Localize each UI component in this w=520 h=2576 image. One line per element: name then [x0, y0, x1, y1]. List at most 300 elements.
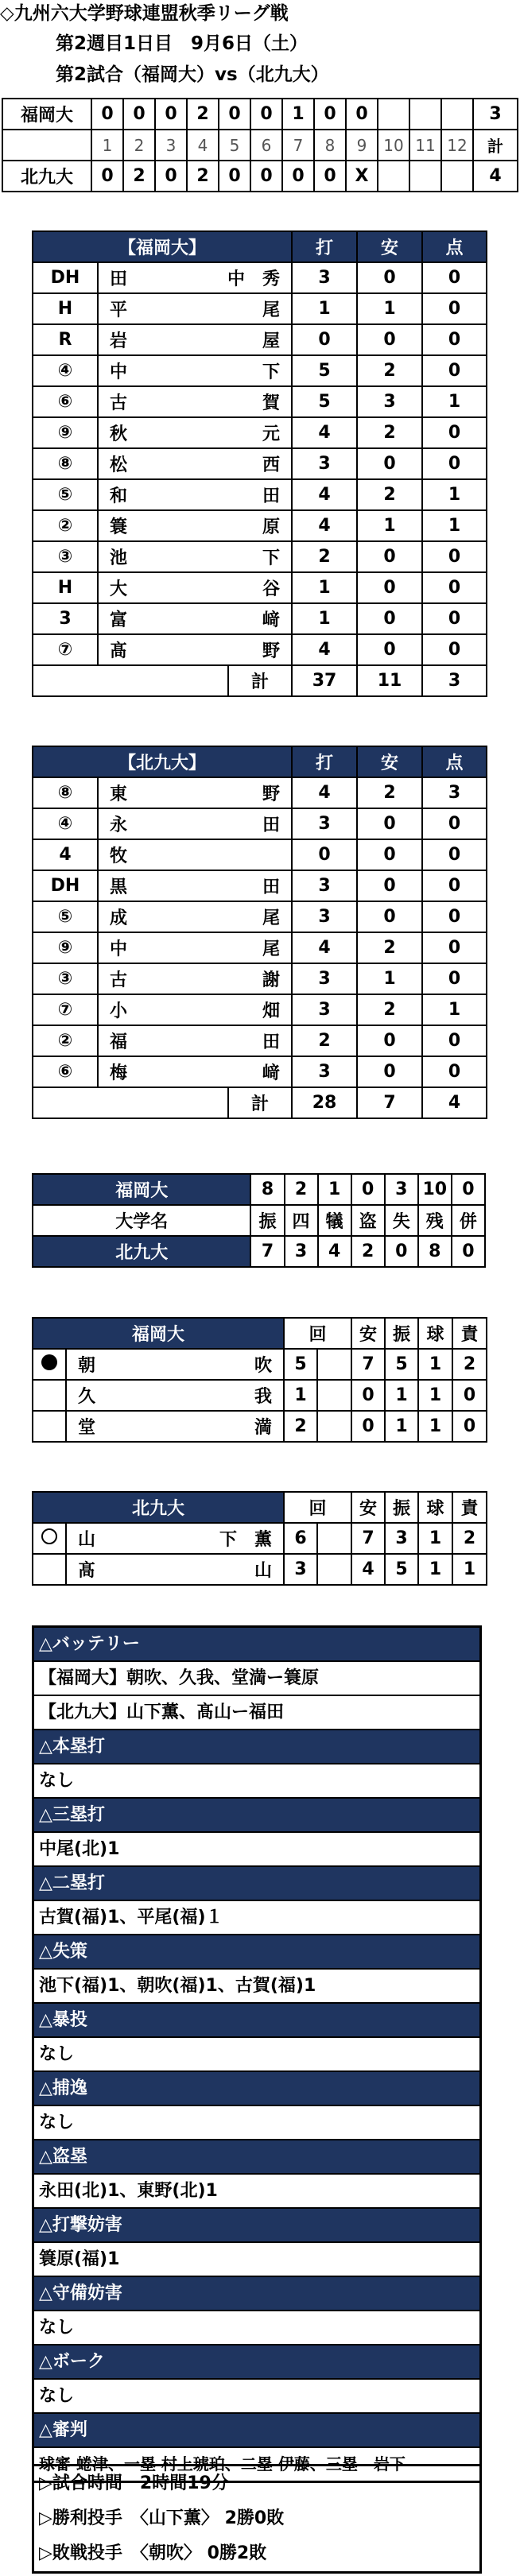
header-er: 責: [452, 1492, 487, 1523]
section-heading: △失策: [34, 1934, 479, 1968]
detail-value: なし: [34, 2310, 479, 2344]
game-title: ◇九州六大学野球連盟秋季リーグ戦: [0, 3, 289, 24]
batter-name: [98, 870, 292, 901]
stat-header: 残: [418, 1205, 452, 1236]
batter-name: [98, 510, 292, 541]
batter-hits: 0: [357, 572, 422, 603]
batter-last-name: 平: [110, 300, 128, 320]
batter-hits: 3: [357, 386, 422, 417]
batter-rbi: 0: [422, 603, 487, 634]
batter-hits: 2: [357, 479, 422, 510]
batter-hits: 2: [357, 417, 422, 448]
stat-header: 失: [385, 1205, 418, 1236]
battery-line: 【北九大】山下薫、髙山ー福田: [34, 1695, 479, 1729]
pitcher-earned-runs: 2: [452, 1523, 487, 1554]
batter-rbi: 1: [422, 479, 487, 510]
inning-score: 0: [250, 161, 282, 192]
batter-last-name: 永: [110, 815, 128, 835]
inning-score: [409, 161, 441, 192]
inning-score: [409, 99, 441, 130]
pitcher-innings: 3: [284, 1554, 317, 1585]
pitching-header-row: [33, 1318, 487, 1349]
pitcher-first-name: 山: [254, 1561, 273, 1581]
batter-first-name: 尾: [262, 939, 281, 959]
header-inn: 回: [284, 1318, 351, 1349]
pitcher-hits: 0: [351, 1380, 385, 1411]
scoreboard-row-top: [2, 99, 518, 130]
batter-position: H: [33, 293, 98, 324]
batter-hits: 0: [357, 262, 422, 293]
batter-row: [33, 572, 487, 603]
section-heading: △捕逸: [34, 2070, 479, 2105]
header-bb: 球: [418, 1318, 452, 1349]
batter-row: [33, 479, 487, 510]
batter-first-name: 屋: [262, 331, 281, 351]
section-heading: △バッテリー: [34, 1628, 479, 1660]
pitcher-innings: 2: [284, 1411, 317, 1442]
batter-first-name: 謝: [262, 970, 281, 990]
pitching-table-kitakyu: [32, 1491, 487, 1586]
batter-hits: 0: [357, 870, 422, 901]
batter-rbi: 0: [422, 262, 487, 293]
inning-number: 11: [409, 130, 441, 161]
batter-last-name: 大: [110, 579, 128, 599]
batter-position: ⑤: [33, 901, 98, 932]
detail-value: なし: [34, 1763, 479, 1797]
team-name: 福岡大: [33, 1174, 250, 1205]
batter-ab: 3: [292, 901, 357, 932]
batter-position: ⑨: [33, 932, 98, 963]
pitcher-earned-runs: 0: [452, 1411, 487, 1442]
batter-name: [98, 603, 292, 634]
batter-rbi: 0: [422, 932, 487, 963]
detail-value: 中尾(北)1: [34, 1831, 479, 1865]
batter-rbi: 1: [422, 510, 487, 541]
detail-value: なし: [34, 2378, 479, 2412]
inning-number: 5: [219, 130, 250, 161]
pitcher-last-name: 山: [78, 1530, 96, 1550]
inning-number: 8: [314, 130, 346, 161]
pitcher-first-name: 満: [254, 1418, 273, 1438]
batter-ab: 3: [292, 1056, 357, 1087]
batter-row: [33, 510, 487, 541]
section-heading: △三塁打: [34, 1797, 479, 1831]
stat-value: 0: [351, 1174, 385, 1205]
batter-ab: 0: [292, 324, 357, 355]
pitcher-name: [66, 1349, 284, 1380]
batting-header-row: [33, 746, 487, 777]
header-so: 振: [385, 1318, 418, 1349]
batter-ab: 3: [292, 262, 357, 293]
batter-rbi: 3: [422, 777, 487, 808]
batter-hits: 0: [357, 324, 422, 355]
detail-value: なし: [34, 2036, 479, 2070]
pitcher-innings-fraction: [317, 1349, 351, 1380]
batter-last-name: 小: [110, 1001, 128, 1021]
total-hits: 11: [357, 665, 422, 696]
batter-position: ⑧: [33, 448, 98, 479]
batter-row: [33, 963, 487, 994]
batting-total-row: [33, 1087, 487, 1118]
inning-number: 2: [123, 130, 155, 161]
batter-name: [98, 324, 292, 355]
pitcher-row: [33, 1523, 487, 1554]
batter-position: 3: [33, 603, 98, 634]
batter-rbi: 0: [422, 417, 487, 448]
header-ab: 打: [292, 231, 357, 262]
batter-ab: 1: [292, 572, 357, 603]
batter-row: [33, 634, 487, 665]
batter-last-name: 福: [110, 1032, 128, 1052]
batter-row: [33, 324, 487, 355]
batter-rbi: 0: [422, 634, 487, 665]
batter-ab: 1: [292, 603, 357, 634]
stat-header: 犠: [318, 1205, 351, 1236]
stat-header: 振: [250, 1205, 284, 1236]
batter-name: [98, 994, 292, 1025]
batter-first-name: 尾: [262, 908, 281, 928]
header-so: 振: [385, 1492, 418, 1523]
section-heading: △盗塁: [34, 2139, 479, 2173]
inning-score: 0: [219, 99, 250, 130]
losing-pitcher: ▷敗戦投手 〈朝吹〉 0勝2敗: [39, 2543, 267, 2563]
stat-value: 2: [285, 1174, 318, 1205]
pitcher-row: [33, 1411, 487, 1442]
team-stats-bottom: [33, 1236, 485, 1267]
section-heading: △守備妨害: [34, 2276, 479, 2310]
pitcher-walks: 1: [418, 1523, 452, 1554]
scoreboard: [2, 98, 518, 192]
stat-value: 0: [452, 1174, 485, 1205]
batter-hits: 0: [357, 901, 422, 932]
batter-ab: 0: [292, 839, 357, 870]
batter-hits: 2: [357, 932, 422, 963]
pitcher-innings-fraction: [317, 1411, 351, 1442]
batter-name: [98, 634, 292, 665]
batter-hits: 2: [357, 994, 422, 1025]
inning-score: X: [346, 161, 378, 192]
batter-name: [98, 355, 292, 386]
batter-ab: 4: [292, 932, 357, 963]
batter-last-name: 中: [110, 362, 128, 382]
game-time: ▷試合時間 2時間19分: [39, 2473, 229, 2493]
batter-position: ③: [33, 963, 98, 994]
batting-table-kitakyu: [32, 746, 487, 1119]
inning-score: 0: [314, 161, 346, 192]
batter-last-name: 中: [110, 939, 128, 959]
inning-score: 0: [346, 99, 378, 130]
header-inn: 回: [284, 1492, 351, 1523]
section-heading: △暴投: [34, 2002, 479, 2036]
batter-ab: 5: [292, 386, 357, 417]
team-total: 3: [473, 99, 518, 130]
pitcher-name: [66, 1523, 284, 1554]
batter-last-name: 黒: [110, 877, 128, 897]
batter-first-name: 谷: [262, 579, 281, 599]
batter-position: ②: [33, 510, 98, 541]
header-h: 安: [351, 1492, 385, 1523]
total-ab: 37: [292, 665, 357, 696]
pitcher-first-name: 下 薫: [219, 1530, 273, 1550]
inning-score: 0: [123, 99, 155, 130]
batter-position: ⑧: [33, 777, 98, 808]
section-heading: △打撃妨害: [34, 2207, 479, 2241]
pitcher-name: [66, 1411, 284, 1442]
pitcher-hits: 4: [351, 1554, 385, 1585]
batter-row: [33, 448, 487, 479]
inning-number: 4: [187, 130, 219, 161]
batter-hits: 0: [357, 541, 422, 572]
batter-rbi: 1: [422, 994, 487, 1025]
inning-score: 0: [314, 99, 346, 130]
batter-last-name: 古: [110, 393, 128, 413]
pitcher-strikeouts: 3: [385, 1523, 418, 1554]
inning-score: 0: [282, 161, 314, 192]
batter-last-name: 岩: [110, 331, 128, 351]
inning-score: [441, 161, 473, 192]
batter-last-name: 成: [110, 908, 128, 928]
batter-hits: 0: [357, 1025, 422, 1056]
section-heading: △ボーク: [34, 2344, 479, 2378]
pitcher-walks: 1: [418, 1554, 452, 1585]
inning-number: 10: [378, 130, 409, 161]
batter-rbi: 0: [422, 870, 487, 901]
inning-score: [378, 161, 409, 192]
batter-position: ③: [33, 541, 98, 572]
pitcher-walks: 1: [418, 1349, 452, 1380]
team-name: 北九大: [33, 1492, 284, 1523]
win-mark-icon: [41, 1528, 57, 1544]
header-er: 責: [452, 1318, 487, 1349]
section-heading: △本塁打: [34, 1729, 479, 1763]
batter-ab: 1: [292, 293, 357, 324]
pitcher-hits: 7: [351, 1523, 385, 1554]
batter-row: [33, 355, 487, 386]
pitcher-row: [33, 1554, 487, 1585]
pitcher-innings-fraction: [317, 1380, 351, 1411]
batter-name: [98, 448, 292, 479]
batter-first-name: 中 秀: [227, 269, 281, 289]
pitcher-name: [66, 1554, 284, 1585]
batter-last-name: 梅: [110, 1063, 128, 1083]
batter-first-name: 賀: [262, 393, 281, 413]
pitcher-hits: 7: [351, 1349, 385, 1380]
game-summary: [32, 2464, 482, 2574]
inning-score: 2: [187, 99, 219, 130]
batter-hits: 1: [357, 963, 422, 994]
batter-last-name: 髙: [110, 641, 128, 661]
header-hits: 安: [357, 746, 422, 777]
inning-score: 2: [123, 161, 155, 192]
inning-score: 0: [250, 99, 282, 130]
pitcher-last-name: 久: [78, 1387, 96, 1407]
header-rbi: 点: [422, 231, 487, 262]
batter-row: [33, 839, 487, 870]
batter-position: DH: [33, 870, 98, 901]
batter-name: [98, 386, 292, 417]
game-date: 第2週目1日目 9月6日（土）: [56, 33, 309, 54]
detail-value: 簑原(福)1: [34, 2241, 479, 2276]
battery-line: 【福岡大】朝吹、久我、堂満ー簑原: [34, 1660, 479, 1695]
total-label: 計: [228, 1087, 292, 1118]
batter-first-name: 野: [262, 641, 281, 661]
batter-position: ⑦: [33, 634, 98, 665]
inning-number: 12: [441, 130, 473, 161]
team-total: 4: [473, 161, 518, 192]
batter-rbi: 1: [422, 386, 487, 417]
pitcher-walks: 1: [418, 1380, 452, 1411]
batter-hits: 1: [357, 510, 422, 541]
batter-row: [33, 293, 487, 324]
pitcher-last-name: 堂: [78, 1418, 96, 1438]
batter-ab: 4: [292, 777, 357, 808]
stat-value: 4: [318, 1236, 351, 1267]
batter-last-name: 田: [110, 269, 128, 289]
batter-rbi: 0: [422, 901, 487, 932]
batter-position: R: [33, 324, 98, 355]
pitcher-innings: 1: [284, 1380, 317, 1411]
header-rbi: 点: [422, 746, 487, 777]
batter-ab: 3: [292, 448, 357, 479]
pitching-header-row: [33, 1492, 487, 1523]
batter-row: [33, 932, 487, 963]
batter-hits: 0: [357, 1056, 422, 1087]
team-name: 北九大: [2, 161, 91, 192]
header-hits: 安: [357, 231, 422, 262]
batter-rbi: 0: [422, 355, 487, 386]
batter-row: [33, 901, 487, 932]
detail-value: 球審 蜷津、一塁 村上琥珀、二塁 伊藤、三塁 岩下: [34, 2446, 479, 2481]
stat-header: 盗: [351, 1205, 385, 1236]
inning-number: 3: [155, 130, 187, 161]
batter-name: [98, 417, 292, 448]
batter-first-name: 田: [262, 486, 281, 506]
batter-row: [33, 262, 487, 293]
batter-name: [98, 839, 292, 870]
stat-header: 併: [452, 1205, 485, 1236]
batter-row: [33, 417, 487, 448]
loss-mark-icon: [41, 1354, 57, 1370]
batter-first-name: 田: [262, 877, 281, 897]
inning-score: 0: [155, 161, 187, 192]
batter-position: H: [33, 572, 98, 603]
batter-last-name: 松: [110, 455, 128, 475]
batter-name: [98, 262, 292, 293]
inning-score: 0: [91, 161, 123, 192]
detail-value: 永田(北)1、東野(北)1: [34, 2173, 479, 2207]
batter-first-name: 畑: [262, 1001, 281, 1021]
batter-name: [98, 808, 292, 839]
batter-ab: 4: [292, 510, 357, 541]
total-label: 計: [228, 665, 292, 696]
batter-ab: 4: [292, 634, 357, 665]
batter-name: [98, 541, 292, 572]
pitcher-name: [66, 1380, 284, 1411]
batter-last-name: 東: [110, 784, 128, 804]
batter-row: [33, 1025, 487, 1056]
batter-ab: 4: [292, 417, 357, 448]
batter-first-name: 西: [262, 455, 281, 475]
stat-value: 0: [452, 1236, 485, 1267]
team-stats-table: [32, 1173, 486, 1268]
decision-mark: [33, 1554, 66, 1585]
inning-number: 7: [282, 130, 314, 161]
batter-ab: 4: [292, 479, 357, 510]
pitcher-first-name: 吹: [254, 1356, 273, 1376]
team-label: 【福岡大】: [33, 231, 292, 262]
batter-row: [33, 541, 487, 572]
stat-value: 1: [318, 1174, 351, 1205]
batter-hits: 0: [357, 448, 422, 479]
batter-name: [98, 1025, 292, 1056]
batter-position: ②: [33, 1025, 98, 1056]
batter-first-name: 尾: [262, 300, 281, 320]
batter-ab: 3: [292, 994, 357, 1025]
batter-first-name: 原: [262, 517, 281, 537]
decision-mark: [33, 1380, 66, 1411]
batter-first-name: 田: [262, 1032, 281, 1052]
pitcher-strikeouts: 1: [385, 1380, 418, 1411]
batter-ab: 3: [292, 870, 357, 901]
batter-position: ⑥: [33, 386, 98, 417]
pitcher-hits: 0: [351, 1411, 385, 1442]
section-heading: △審判: [34, 2412, 479, 2446]
header-h: 安: [351, 1318, 385, 1349]
pitcher-earned-runs: 0: [452, 1380, 487, 1411]
pitcher-last-name: 髙: [78, 1561, 96, 1581]
batter-position: ⑤: [33, 479, 98, 510]
pitcher-innings-fraction: [317, 1523, 351, 1554]
batter-rbi: 0: [422, 572, 487, 603]
batter-ab: 3: [292, 808, 357, 839]
inning-number: 6: [250, 130, 282, 161]
batter-rbi: 0: [422, 448, 487, 479]
batter-row: [33, 777, 487, 808]
total-rbi: 4: [422, 1087, 487, 1118]
game-details: [32, 1625, 482, 2483]
stat-value: 3: [285, 1236, 318, 1267]
stat-value: 10: [418, 1174, 452, 1205]
decision-mark: [33, 1411, 66, 1442]
team-name: 福岡大: [2, 99, 91, 130]
total-ab: 28: [292, 1087, 357, 1118]
pitcher-first-name: 我: [254, 1387, 273, 1407]
batter-ab: 5: [292, 355, 357, 386]
decision-mark: [33, 1523, 66, 1554]
batter-first-name: 元: [262, 424, 281, 444]
pitcher-strikeouts: 1: [385, 1411, 418, 1442]
team-name: 福岡大: [33, 1318, 284, 1349]
batter-first-name: 下: [262, 548, 281, 568]
pitching-table-fukuoka: [32, 1317, 487, 1443]
header-ab: 打: [292, 746, 357, 777]
batter-position: ⑥: [33, 1056, 98, 1087]
batter-last-name: 簑: [110, 517, 128, 537]
batting-table-fukuoka: [32, 230, 487, 697]
inning-score: 2: [187, 161, 219, 192]
detail-value: 池下(福)1、朝吹(福)1、古賀(福)1: [34, 1968, 479, 2002]
inning-score: [378, 99, 409, 130]
pitcher-innings: 5: [284, 1349, 317, 1380]
batter-rbi: 0: [422, 808, 487, 839]
batter-position: ④: [33, 355, 98, 386]
batter-rbi: 0: [422, 963, 487, 994]
batter-hits: 2: [357, 777, 422, 808]
pitcher-innings: 6: [284, 1523, 317, 1554]
batter-hits: 0: [357, 603, 422, 634]
team-stats-headers: [33, 1205, 485, 1236]
batter-first-name: 野: [262, 784, 281, 804]
